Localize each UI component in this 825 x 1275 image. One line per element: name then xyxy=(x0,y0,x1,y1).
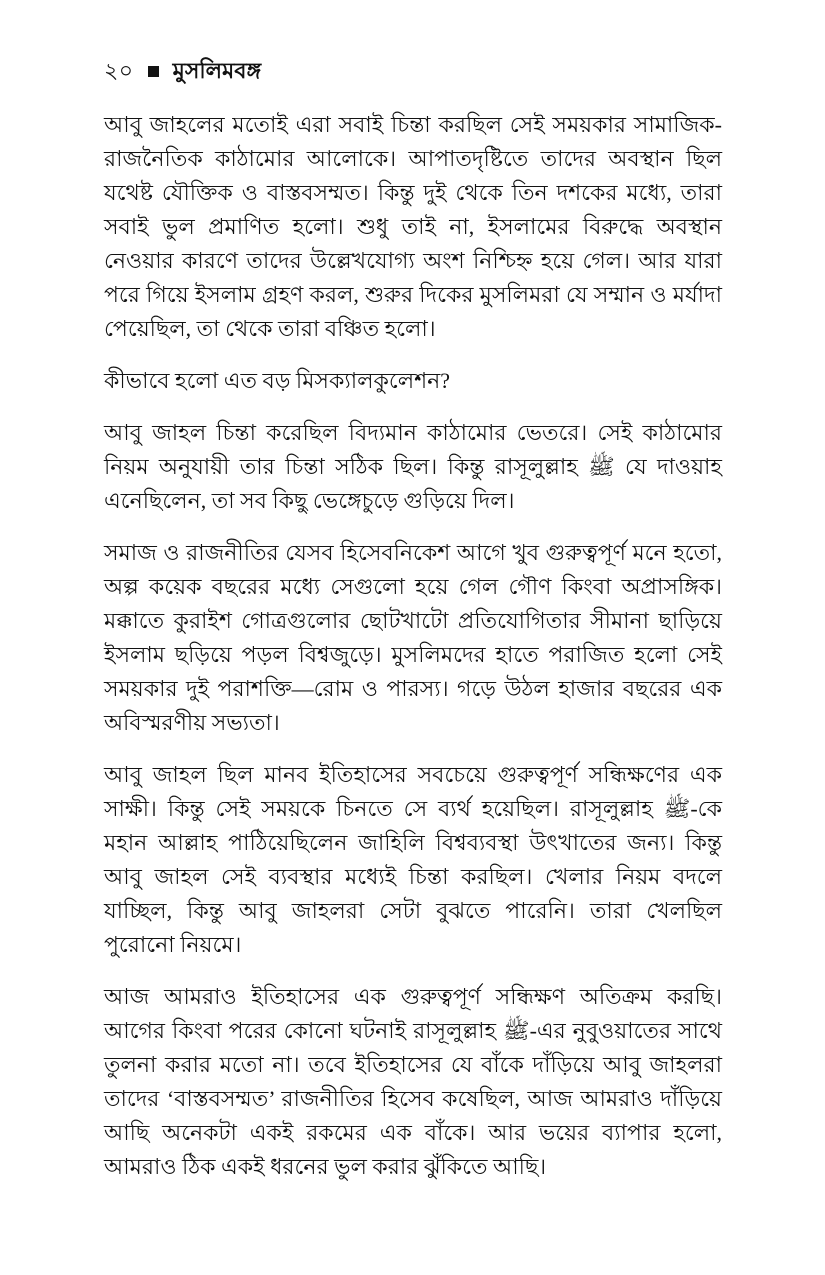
body-paragraph: আবু জাহল ছিল মানব ইতিহাসের সবচেয়ে গুরুত্বপূর্ণ সন্ধিক্ষণের এক সাক্ষী। কিন্তু সেই সময়কে চিনতে সে ব্যর্থ হয়েছিল। রাসূলুল্লাহ ﷺ-কে মহান আল্লাহ পাঠিয়েছিলেন জাহিলি বিশ্বব্যবস্থা উৎখাতের জন্য। কিন্তু আবু জাহল সেই ব্যবস্থার মধ্যেই চিন্তা করছিল। খেলার নিয়ম বদলে যাচ্ছিল, কিন্তু আবু জাহলরা সেটা বুঝতে পারেনি। তারা খেলছিল পুরোনো নিয়মে। xyxy=(104,762,722,957)
body-paragraph: আজ আমরাও ইতিহাসের এক গুরুত্বপূর্ণ সন্ধিক্ষণ অতিক্রম করছি। আগের কিংবা পরের কোনো ঘটনাই রাসূলুল্লাহ ﷺ-এর নুবুওয়াতের সাথে তুলনা করার মতো না। তবে ইতিহাসের যে বাঁকে দাঁড়িয়ে আবু জাহলরা তাদের ‘বাস্তবসম্মত’ রাজনীতির হিসেব কষেছিল, আজ আমরাও দাঁড়িয়ে আছি অনেকটা একই রকমের এক বাঁকে। আর ভয়ের ব্যাপার হলো, আমরাও ঠিক একই ধরনের ভুল করার ঝুঁকিতে আছি। xyxy=(104,984,722,1179)
body-paragraph: সমাজ ও রাজনীতির যেসব হিসেবনিকেশ আগে খুব গুরুত্বপূর্ণ মনে হতো, অল্প কয়েক বছরের মধ্যে সেগুলো হয়ে গেল গৌণ কিংবা অপ্রাসঙ্গিক। মক্কাতে কুরাইশ গোত্রগুলোর ছোটখাটো প্রতিযোগিতার সীমানা ছাড়িয়ে ইসলাম ছড়িয়ে পড়ল বিশ্বজুড়ে। মুসলিমদের হাতে পরাজিত হলো সেই সময়কার দুই পরাশক্তি—রোম ও পারস্য। গড়ে উঠল হাজার বছরের এক অবিস্মরণীয় সভ্যতা। xyxy=(104,540,722,735)
page-number: ২০ xyxy=(104,58,134,83)
body-paragraph: আবু জাহলের মতোই এরা সবাই চিন্তা করছিল সেই সময়কার সামাজিক-রাজনৈতিক কাঠামোর আলোকে। আপাতদৃষ্টিতে তাদের অবস্থান ছিল যথেষ্ট যৌক্তিক ও বাস্তবসম্মত। কিন্তু দুই থেকে তিন দশকের মধ্যে, তারা সবাই ভুল প্রমাণিত হলো। শুধু তাই না, ইসলামের বিরুদ্ধে অবস্থান নেওয়ার কারণে তাদের উল্লেখযোগ্য অংশ নিশ্চিহ্ন হয়ে গেল। আর যারা পরে গিয়ে ইসলাম গ্রহণ করল, শুরুর দিকের মুসলিমরা যে সম্মান ও মর্যাদা পেয়েছিল, তা থেকে তারা বঞ্চিত হলো। xyxy=(104,112,722,341)
square-bullet-icon xyxy=(148,66,159,77)
running-title: মুসলিমবঙ্গ xyxy=(172,58,262,83)
body-paragraph-question: কীভাবে হলো এত বড় মিসক্যালকুলেশন? xyxy=(104,368,451,393)
running-header xyxy=(104,56,722,86)
body-paragraph: আবু জাহল চিন্তা করেছিল বিদ্যমান কাঠামোর ভেতরে। সেই কাঠামোর নিয়ম অনুযায়ী তার চিন্তা সঠিক ছিল। কিন্তু রাসূলুল্লাহ ﷺ যে দাওয়াহ এনেছিলেন, তা সব কিছু ভেঙ্গেচুড়ে গুড়িয়ে দিল। xyxy=(104,420,722,513)
page-body xyxy=(104,108,722,1202)
